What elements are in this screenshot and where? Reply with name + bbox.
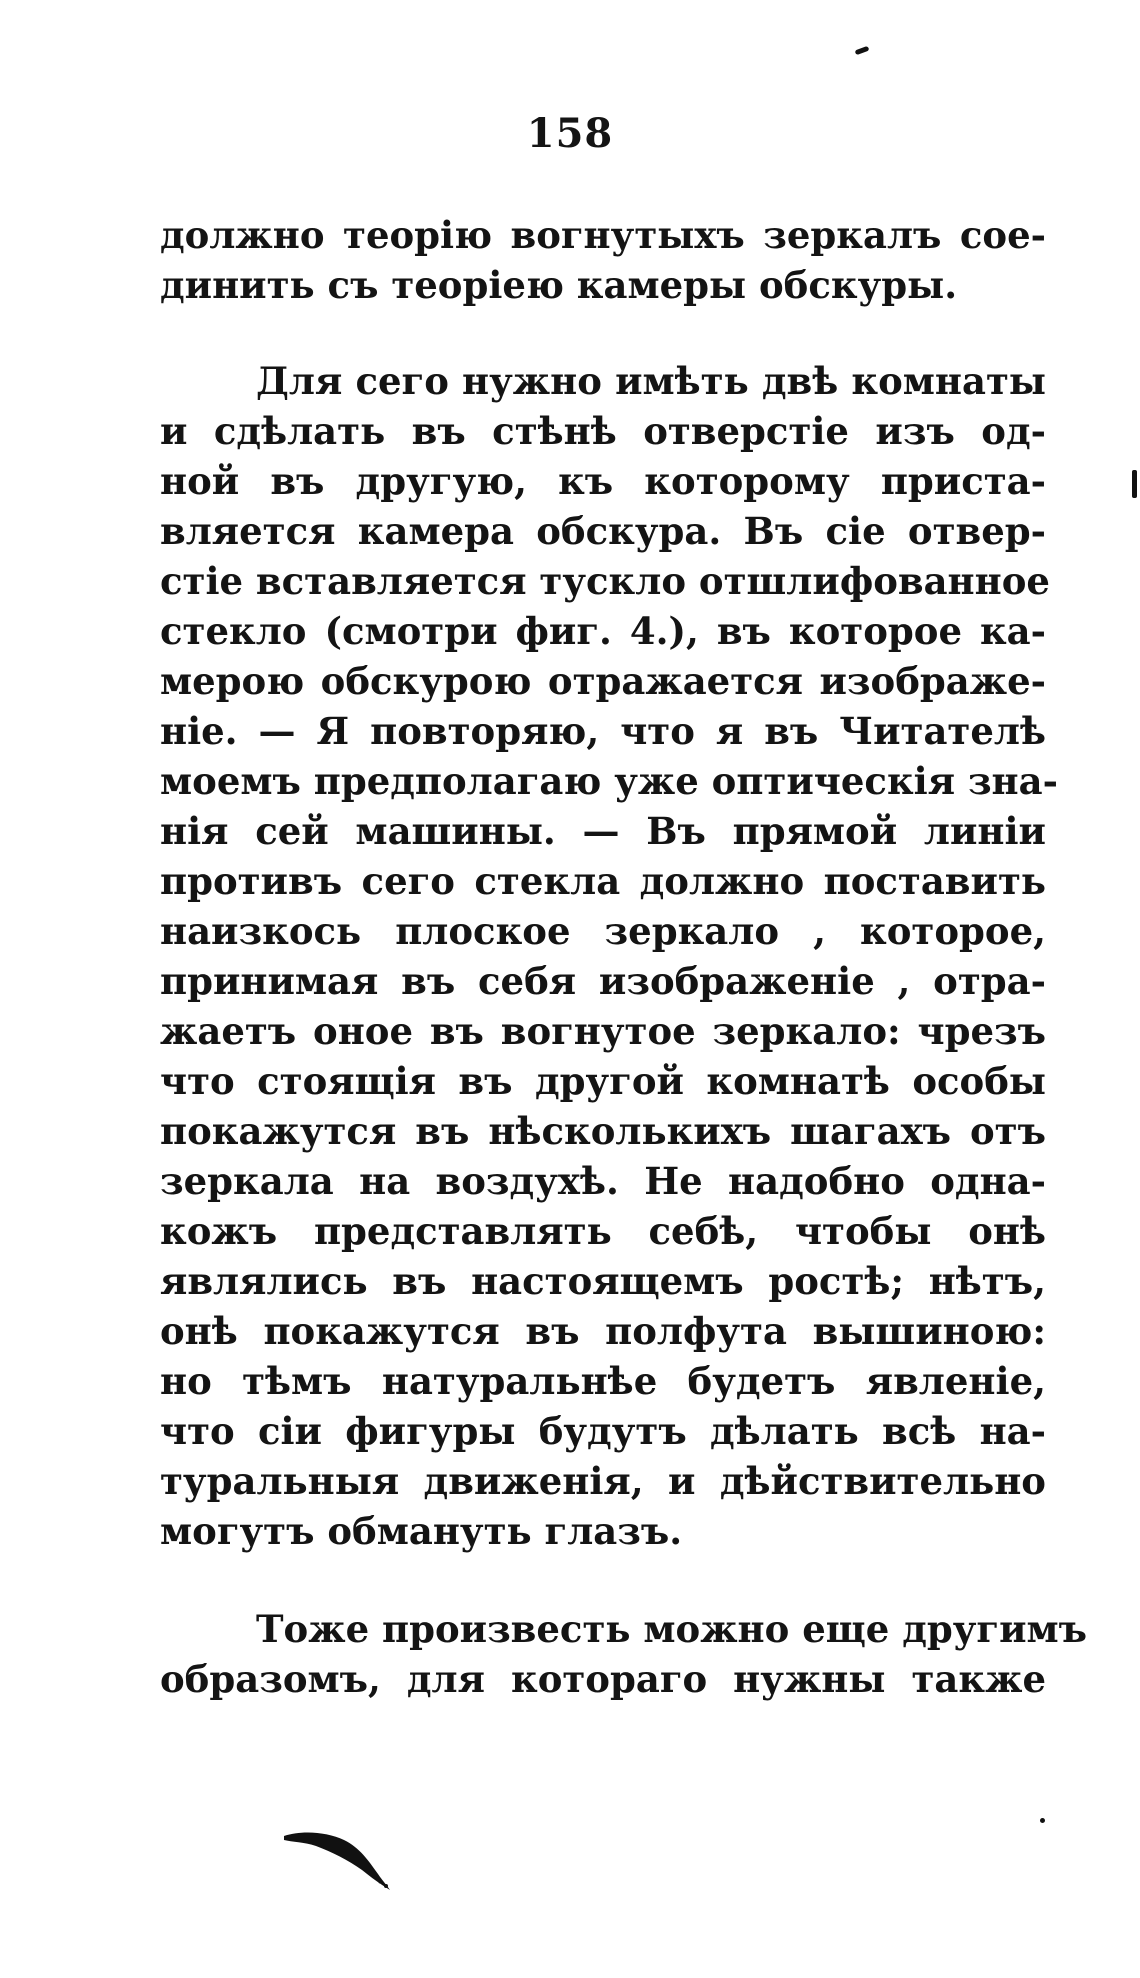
text-line: стіе вставляется тускло отшлифованное (160, 559, 1050, 603)
text-line: онѣ покажутся въ полфута вышиною: (160, 1309, 1046, 1353)
text-line: наизкось плоское зеркало , которое, (160, 909, 1046, 953)
text-line: ной въ другую, къ которому приста- (160, 459, 1046, 503)
text-line: мерою обскурою отражается изображе- (160, 659, 1046, 703)
text-line: моемъ предполагаю уже оптическія зна- (160, 759, 1058, 803)
text-line: могутъ обмануть глазъ. (160, 1509, 683, 1553)
text-line: должно теорію вогнутыхъ зеркалъ сое- (160, 213, 1046, 257)
text-line: жаетъ оное въ вогнутое зеркало: чрезъ (160, 1009, 1046, 1053)
text-line: покажутся въ нѣсколькихъ шагахъ отъ (160, 1109, 1046, 1153)
text-line: принимая въ себя изображеніе , отра- (160, 959, 1046, 1003)
text-line: что стоящія въ другой комнатѣ особы (160, 1059, 1046, 1103)
ink-smudge (282, 1822, 392, 1892)
text-line: образомъ, для котораго нужны также (160, 1657, 1046, 1701)
text-line: вляется камера обскура. Въ сіе отвер- (160, 509, 1046, 553)
text-line: но тѣмъ натуральнѣе будетъ явленіе, (160, 1359, 1046, 1403)
text-line: являлись въ настоящемъ ростѣ; нѣтъ, (160, 1259, 1046, 1303)
text-line: и сдѣлать въ стѣнѣ отверстіе изъ од- (160, 409, 1046, 453)
text-line: что сіи фигуры будутъ дѣлать всѣ на- (160, 1409, 1046, 1453)
text-line: нія сей машины. — Въ прямой линіи (160, 809, 1046, 853)
scan-speck-mark (855, 46, 870, 55)
text-line: кожъ представлять себѣ, чтобы онѣ (160, 1209, 1046, 1253)
page-number: 158 (526, 110, 614, 157)
text-line: ніе. — Я повторяю, что я въ Читателѣ (160, 709, 1046, 753)
scan-speck-mark (1040, 1818, 1045, 1823)
scan-edge-mark (1132, 470, 1137, 498)
text-line: зеркала на воздухѣ. Не надобно одна- (160, 1159, 1046, 1203)
text-line: Для сего нужно имѣть двѣ комнаты (256, 359, 1046, 403)
text-line: динить съ теоріею камеры обскуры. (160, 263, 958, 307)
text-line: стекло (смотри фиг. 4.), въ которое ка- (160, 609, 1046, 653)
text-line: туральныя движенія, и дѣйствительно (160, 1459, 1046, 1503)
text-line: противъ сего стекла должно поставить (160, 859, 1046, 903)
text-line: Тоже произвесть можно еще другимъ (256, 1607, 1088, 1651)
